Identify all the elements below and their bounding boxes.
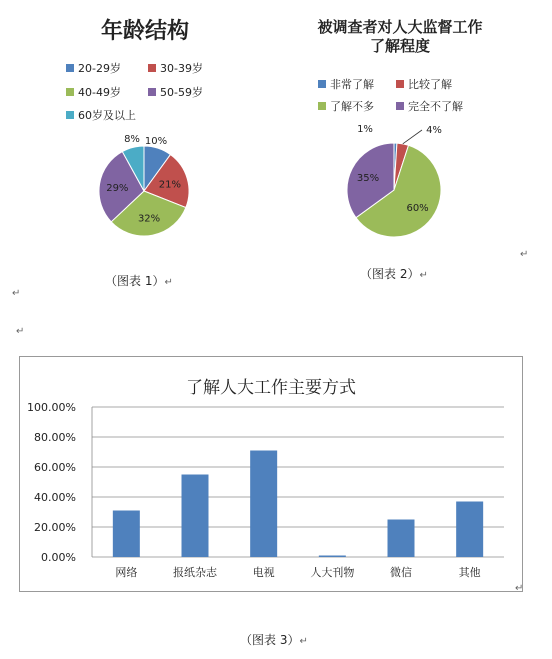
bar <box>250 451 277 558</box>
pie-data-label: 29% <box>106 182 129 194</box>
legend-swatch <box>318 80 326 88</box>
y-tick-label: 100.00% <box>27 401 76 414</box>
chart2-pie <box>330 118 470 248</box>
legend-label: 60岁及以上 <box>78 109 136 122</box>
pie-data-label: 8% <box>124 134 140 145</box>
pie-data-label: 21% <box>158 179 182 191</box>
chart3-title: 了解人大工作主要方式 <box>186 378 356 398</box>
y-tick-label: 60.00% <box>34 461 76 474</box>
x-tick-label: 其他 <box>458 566 481 579</box>
bar <box>456 502 483 558</box>
legend-swatch <box>318 102 326 110</box>
chart1-legend-item-5 <box>66 107 136 123</box>
legend-label: 比较了解 <box>408 78 452 91</box>
pie-data-label: 10% <box>144 136 168 147</box>
legend-label: 非常了解 <box>330 78 374 91</box>
chart1-caption: （图表 1）↵ <box>105 274 173 288</box>
legend-label: 50-59岁 <box>160 86 203 99</box>
y-tick-label: 20.00% <box>34 521 76 534</box>
x-tick-label: 人大刊物 <box>310 566 355 579</box>
x-tick-label: 电视 <box>252 566 275 579</box>
bar <box>182 475 209 558</box>
pie-data-label: 4% <box>426 125 442 136</box>
chart1-legend-item-2 <box>148 60 203 76</box>
chart2-caption: （图表 2）↵ <box>360 267 428 281</box>
chart3-plot <box>20 357 522 591</box>
chart2-legend-item-2 <box>396 76 452 92</box>
legend-swatch <box>66 111 74 119</box>
bar <box>319 556 346 558</box>
chart2-title-line1: 被调查者对人大监督工作 <box>317 18 483 36</box>
legend-label: 了解不多 <box>330 100 374 113</box>
chart2-legend-item-3 <box>318 98 374 114</box>
paragraph-mark: ↵ <box>520 249 529 260</box>
chart3-frame <box>19 356 523 592</box>
bar <box>113 511 140 558</box>
legend-swatch <box>66 64 74 72</box>
legend-label: 40-49岁 <box>78 86 121 99</box>
legend-swatch <box>66 88 74 96</box>
paragraph-mark: ↵ <box>16 326 25 337</box>
leader-line <box>403 130 422 144</box>
chart1-title: 年龄结构 <box>100 19 189 44</box>
chart1-legend-item-4 <box>148 84 203 100</box>
legend-swatch <box>396 80 404 88</box>
chart2-title-line2: 了解程度 <box>369 37 430 55</box>
paragraph-mark: ↵ <box>515 583 524 594</box>
legend-swatch <box>148 64 156 72</box>
chart1-legend-item-3 <box>66 84 121 100</box>
bar <box>388 520 415 558</box>
legend-label: 30-39岁 <box>160 62 203 75</box>
x-tick-label: 微信 <box>390 566 412 579</box>
chart3-caption: （图表 3）↵ <box>240 633 308 647</box>
legend-label: 完全不了解 <box>408 100 463 113</box>
legend-label: 20-29岁 <box>78 62 121 75</box>
y-tick-label: 0.00% <box>41 551 76 564</box>
legend-swatch <box>148 88 156 96</box>
pie-data-label: 35% <box>356 172 380 184</box>
chart2-legend-item-1 <box>318 76 374 92</box>
chart1-legend-item-1 <box>66 60 121 76</box>
y-tick-label: 40.00% <box>34 491 76 504</box>
pie-data-label: 60% <box>406 203 429 215</box>
legend-swatch <box>396 102 404 110</box>
chart2-title <box>285 18 515 56</box>
x-tick-label: 网络 <box>115 566 138 579</box>
pie-data-label: 1% <box>357 124 373 135</box>
chart2-legend-item-4 <box>396 98 463 114</box>
paragraph-mark: ↵ <box>12 288 21 299</box>
x-tick-label: 报纸杂志 <box>173 566 217 579</box>
chart1-pie <box>90 128 200 238</box>
y-tick-label: 80.00% <box>34 431 76 444</box>
pie-data-label: 32% <box>137 213 161 225</box>
